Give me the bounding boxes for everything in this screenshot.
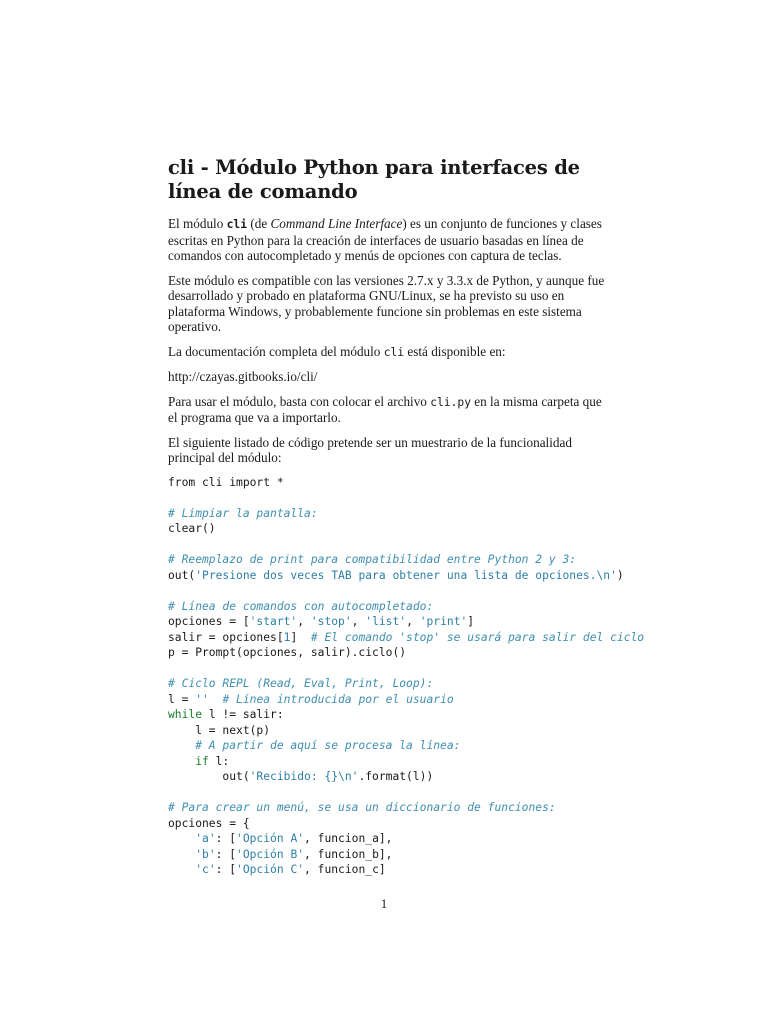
emphasis-text: Command Line Interface xyxy=(270,216,403,231)
text-run: (de xyxy=(247,216,271,231)
code-line: if l: xyxy=(195,754,230,768)
code-listing xyxy=(168,475,645,878)
code-line: l = next(p) xyxy=(168,723,271,737)
code-line: 'b': ['Opción B', funcion_b], xyxy=(195,847,393,861)
code-line: opciones = { xyxy=(168,816,250,830)
code-comment: # Para crear un menú, se usa un diccionario de funciones: xyxy=(168,801,556,814)
intro-paragraph xyxy=(168,216,608,264)
code-line: out('Recibido: {}\n'.format(l)) xyxy=(168,770,434,783)
code-comment: # Ciclo REPL (Read, Eval, Print, Loop): xyxy=(168,677,434,690)
code-comment: # Reemplazo de print para compatibilidad entre Python 2 y 3: xyxy=(168,553,577,566)
documentation-url[interactable]: http://czayas.gitbooks.io/cli/ xyxy=(168,369,318,384)
document-page xyxy=(168,150,645,878)
code-line: while l != salir: xyxy=(168,708,284,721)
text-run: El módulo xyxy=(168,216,227,231)
code-line: clear() xyxy=(168,522,216,535)
compatibility-paragraph: Este módulo es compatible con las versiones 2.7.x y 3.3.x de Python, y aunque fue desarrollado y probado en plataforma GNU/Linux, se ha previsto su uso en plataforma Windows, y probablemente funcione sin problemas en este sistema operativo. xyxy=(168,272,605,334)
text-run: en la misma carpeta que el programa que va a importarlo. xyxy=(168,393,602,425)
code-comment: # Línea de comandos con autocompletado: xyxy=(168,599,434,613)
code-line: 'a': ['Opción A', funcion_a], xyxy=(195,832,393,845)
module-name: cli xyxy=(383,345,405,359)
code-line: from cli import * xyxy=(168,475,284,489)
code-comment: # Limpiar la pantalla: xyxy=(168,506,318,520)
text-run: La documentación completa del módulo xyxy=(168,343,384,359)
code-line: out('Presione dos veces TAB para obtener una lista de opciones.\n') xyxy=(168,568,624,582)
code-line: l = '' # Línea introducida por el usuario xyxy=(168,692,454,706)
page-number: 1 xyxy=(380,896,388,911)
code-line: opciones = ['start', 'stop', 'list', 'print'] xyxy=(168,615,475,628)
code-line: salir = opciones[1] # El comando 'stop' se usará para salir del ciclo xyxy=(168,630,645,644)
code-comment: # A partir de aquí se procesa la línea: xyxy=(168,739,461,752)
file-name: cli.py xyxy=(430,395,471,409)
listing-intro-paragraph: El siguiente listado de código pretende ser un muestrario de la funcionalidad principal del módulo: xyxy=(168,434,572,465)
module-name: cli xyxy=(226,218,248,231)
documentation-paragraph xyxy=(168,344,608,361)
page-title: cli - Módulo Python para interfaces de línea de comando xyxy=(168,156,580,203)
code-line: 'c': ['Opción C', funcion_c] xyxy=(195,863,386,876)
usage-paragraph xyxy=(168,394,608,426)
text-run: ) es un conjunto de funciones y clases escritas en Python para la creación de interfaces de usuario basadas en línea de comandos con autocompletado y menús de opciones con captura de teclas. xyxy=(168,216,602,263)
code-line: p = Prompt(opciones, salir).ciclo() xyxy=(168,646,407,659)
text-run: Para usar el módulo, basta con colocar el archivo xyxy=(168,393,431,409)
text-run: está disponible en: xyxy=(404,343,506,359)
